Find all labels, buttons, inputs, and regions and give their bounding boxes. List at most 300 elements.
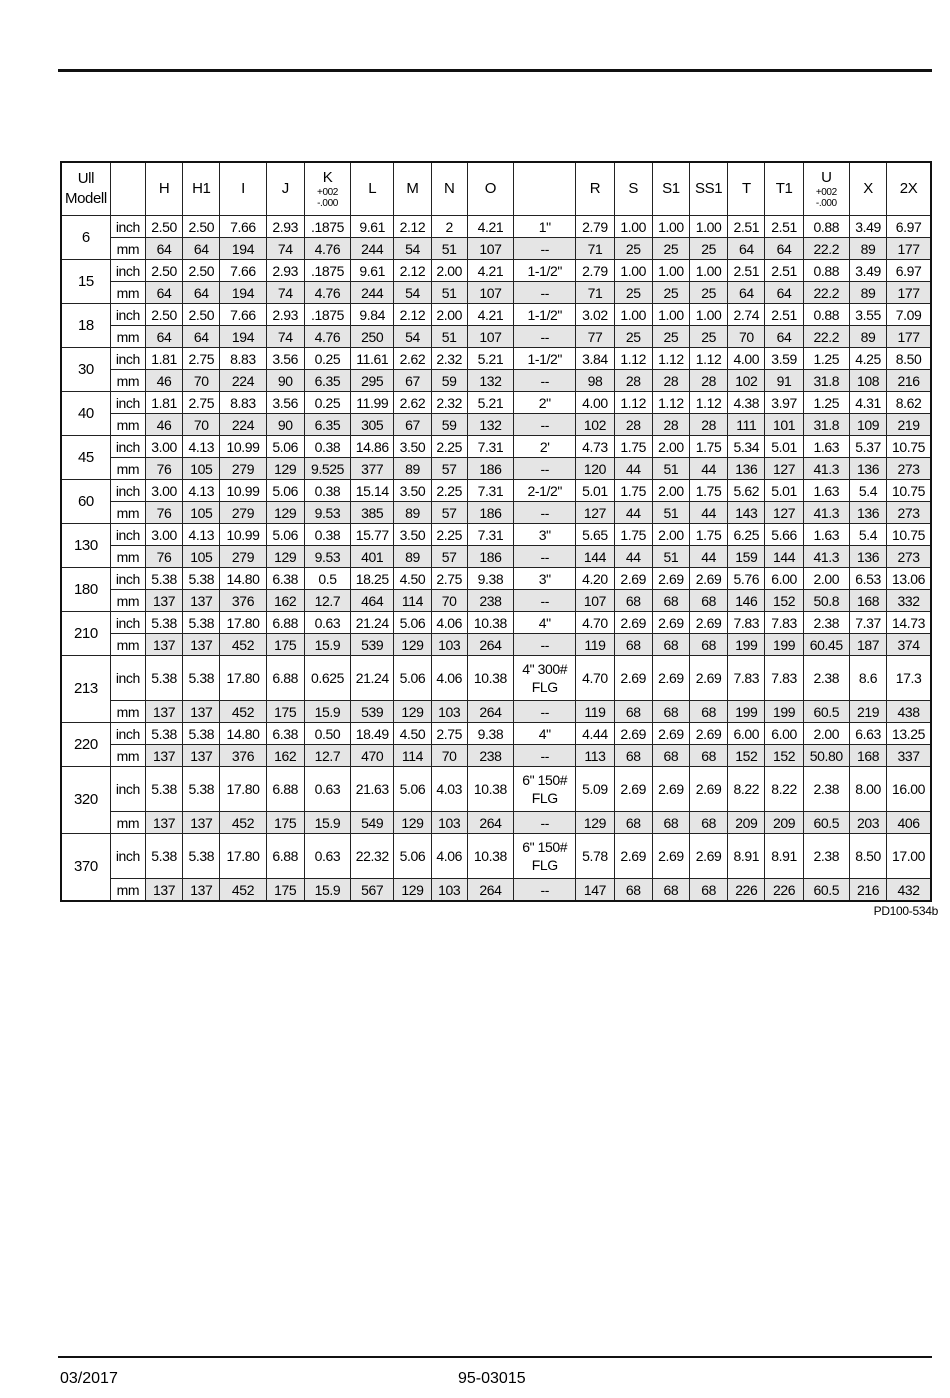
value-cell: 2.25: [431, 436, 467, 458]
value-cell: 219: [849, 701, 886, 723]
value-cell: 0.88: [803, 260, 849, 282]
col-header-S1: S1: [652, 162, 689, 216]
value-cell: 6.00: [765, 723, 803, 745]
value-cell: 3.84: [576, 348, 614, 370]
value-cell: 28: [614, 370, 652, 392]
value-cell: --: [514, 282, 576, 304]
value-cell: 3.02: [576, 304, 614, 326]
value-cell: 2.12: [394, 304, 431, 326]
value-cell: 8.62: [887, 392, 931, 414]
table-row-mm: [61, 634, 931, 656]
value-cell: 144: [576, 546, 614, 568]
value-cell: 2.69: [690, 723, 728, 745]
col-header-X: X: [849, 162, 886, 216]
value-cell: 4.03: [431, 767, 467, 812]
value-cell: 89: [849, 238, 886, 260]
table-row-mm: [61, 238, 931, 260]
table-row-mm: [61, 502, 931, 524]
value-cell: 2.51: [728, 260, 765, 282]
table-row-mm: [61, 812, 931, 834]
value-cell: 89: [394, 546, 431, 568]
value-cell: 68: [614, 745, 652, 767]
value-cell: 2': [514, 436, 576, 458]
value-cell: 71: [576, 238, 614, 260]
value-cell: 2.32: [431, 392, 467, 414]
value-cell: 51: [652, 458, 689, 480]
value-cell: 177: [887, 238, 931, 260]
value-cell: 2.00: [652, 524, 689, 546]
value-cell: 59: [431, 414, 467, 436]
value-cell: 1.12: [614, 348, 652, 370]
value-cell: 4.70: [576, 612, 614, 634]
value-cell: 68: [690, 745, 728, 767]
value-cell: 2.50: [145, 216, 182, 238]
value-cell: 70: [183, 414, 220, 436]
value-cell: --: [514, 590, 576, 612]
value-cell: 70: [728, 326, 765, 348]
value-cell: 4.06: [431, 612, 467, 634]
col-header-L: L: [351, 162, 394, 216]
unit-cell: inch: [110, 612, 145, 634]
value-cell: 7.83: [728, 612, 765, 634]
value-cell: 1.12: [652, 348, 689, 370]
table-row-inch: [61, 436, 931, 458]
value-cell: 64: [183, 238, 220, 260]
value-cell: 64: [183, 282, 220, 304]
value-cell: 1.75: [690, 524, 728, 546]
table-row-mm: [61, 590, 931, 612]
col-header-S: S: [614, 162, 652, 216]
unit-cell: mm: [110, 701, 145, 723]
value-cell: 264: [467, 812, 513, 834]
value-cell: 103: [431, 812, 467, 834]
unit-cell: inch: [110, 524, 145, 546]
value-cell: 264: [467, 701, 513, 723]
value-cell: 6.88: [266, 612, 304, 634]
value-cell: 129: [394, 879, 431, 902]
value-cell: 68: [652, 812, 689, 834]
value-cell: 60.45: [803, 634, 849, 656]
value-cell: 10.75: [887, 436, 931, 458]
value-cell: 264: [467, 879, 513, 902]
value-cell: 377: [351, 458, 394, 480]
value-cell: 5.06: [394, 656, 431, 701]
value-cell: 2.69: [690, 834, 728, 879]
value-cell: 4.00: [576, 392, 614, 414]
value-cell: 25: [690, 282, 728, 304]
value-cell: 108: [849, 370, 886, 392]
value-cell: 385: [351, 502, 394, 524]
value-cell: 1.00: [614, 304, 652, 326]
col-header-U-label: U: [821, 169, 832, 186]
value-cell: 175: [266, 701, 304, 723]
value-cell: 9.525: [304, 458, 350, 480]
value-cell: 102: [576, 414, 614, 436]
value-cell: 1.75: [614, 524, 652, 546]
value-cell: 16.00: [887, 767, 931, 812]
col-header-O: O: [467, 162, 513, 216]
unit-cell: mm: [110, 458, 145, 480]
value-cell: 51: [652, 546, 689, 568]
value-cell: 25: [614, 326, 652, 348]
value-cell: 438: [887, 701, 931, 723]
col-header-H1: H1: [183, 162, 220, 216]
value-cell: 162: [266, 590, 304, 612]
value-cell: 22.2: [803, 282, 849, 304]
value-cell: 177: [887, 282, 931, 304]
value-cell: 1.75: [690, 436, 728, 458]
unit-cell: mm: [110, 414, 145, 436]
value-cell: 2.69: [690, 612, 728, 634]
value-cell: 8.83: [220, 392, 266, 414]
value-cell: 5.4: [849, 524, 886, 546]
value-cell: 54: [394, 326, 431, 348]
value-cell: 28: [690, 370, 728, 392]
value-cell: 44: [614, 502, 652, 524]
value-cell: 177: [887, 326, 931, 348]
model-cell: 30: [61, 348, 110, 392]
value-cell: 374: [887, 634, 931, 656]
value-cell: 111: [728, 414, 765, 436]
value-cell: 107: [467, 282, 513, 304]
value-cell: 152: [765, 745, 803, 767]
value-cell: 119: [576, 701, 614, 723]
value-cell: 21.24: [351, 612, 394, 634]
value-cell: 6.88: [266, 656, 304, 701]
value-cell: 3.55: [849, 304, 886, 326]
value-cell: 4.76: [304, 238, 350, 260]
value-cell: 0.38: [304, 524, 350, 546]
value-cell: 68: [690, 812, 728, 834]
unit-cell: inch: [110, 480, 145, 502]
value-cell: 452: [220, 812, 266, 834]
table-row-mm: [61, 745, 931, 767]
value-cell: 238: [467, 745, 513, 767]
value-cell: 406: [887, 812, 931, 834]
value-cell: 244: [351, 238, 394, 260]
table-row-inch: [61, 260, 931, 282]
value-cell: 2.69: [614, 612, 652, 634]
col-header-H: H: [145, 162, 182, 216]
value-cell: 4.13: [183, 480, 220, 502]
model-cell: 180: [61, 568, 110, 612]
value-cell: --: [514, 812, 576, 834]
value-cell: 136: [849, 502, 886, 524]
value-cell: 4" 300# FLG: [514, 656, 576, 701]
value-cell: 68: [652, 634, 689, 656]
value-cell: 2.00: [652, 436, 689, 458]
table-body: [61, 216, 931, 902]
value-cell: 64: [765, 326, 803, 348]
value-cell: 2.51: [765, 216, 803, 238]
value-cell: 2.25: [431, 480, 467, 502]
value-cell: 137: [183, 879, 220, 902]
value-cell: 219: [887, 414, 931, 436]
value-cell: 129: [394, 812, 431, 834]
value-cell: 12.7: [304, 590, 350, 612]
unit-cell: mm: [110, 238, 145, 260]
value-cell: 4.21: [467, 216, 513, 238]
value-cell: 60.5: [803, 812, 849, 834]
value-cell: 209: [765, 812, 803, 834]
value-cell: 60.5: [803, 701, 849, 723]
value-cell: 12.7: [304, 745, 350, 767]
value-cell: 2.25: [431, 524, 467, 546]
value-cell: 186: [467, 458, 513, 480]
value-cell: 103: [431, 879, 467, 902]
value-cell: 64: [145, 282, 182, 304]
value-cell: 5.76: [728, 568, 765, 590]
value-cell: 60.5: [803, 879, 849, 902]
value-cell: 6.35: [304, 370, 350, 392]
value-cell: 1.12: [690, 348, 728, 370]
value-cell: 74: [266, 238, 304, 260]
value-cell: 5.66: [765, 524, 803, 546]
value-cell: 15.9: [304, 812, 350, 834]
value-cell: 28: [614, 414, 652, 436]
value-cell: 10.75: [887, 480, 931, 502]
value-cell: 0.88: [803, 304, 849, 326]
value-cell: 114: [394, 745, 431, 767]
figure-code-area: [60, 902, 938, 920]
model-cell: 320: [61, 767, 110, 834]
value-cell: 5.21: [467, 348, 513, 370]
value-cell: 31.8: [803, 370, 849, 392]
value-cell: 109: [849, 414, 886, 436]
value-cell: 2.00: [803, 723, 849, 745]
value-cell: 567: [351, 879, 394, 902]
value-cell: 2.38: [803, 656, 849, 701]
value-cell: 3.50: [394, 480, 431, 502]
value-cell: 2.38: [803, 834, 849, 879]
value-cell: 2.38: [803, 767, 849, 812]
unit-cell: mm: [110, 546, 145, 568]
value-cell: 203: [849, 812, 886, 834]
value-cell: 70: [431, 745, 467, 767]
model-cell: 220: [61, 723, 110, 767]
value-cell: 216: [887, 370, 931, 392]
value-cell: 1-1/2": [514, 304, 576, 326]
value-cell: 2.00: [652, 480, 689, 502]
value-cell: 9.61: [351, 216, 394, 238]
value-cell: 15.9: [304, 634, 350, 656]
value-cell: --: [514, 326, 576, 348]
value-cell: 6.00: [728, 723, 765, 745]
table-row-inch: [61, 480, 931, 502]
value-cell: 2.79: [576, 260, 614, 282]
value-cell: 224: [220, 414, 266, 436]
value-cell: 68: [614, 634, 652, 656]
value-cell: 143: [728, 502, 765, 524]
value-cell: 68: [690, 701, 728, 723]
unit-cell: inch: [110, 436, 145, 458]
unit-cell: inch: [110, 304, 145, 326]
value-cell: 137: [145, 812, 182, 834]
value-cell: 28: [690, 414, 728, 436]
value-cell: 2.75: [183, 348, 220, 370]
value-cell: 8.91: [765, 834, 803, 879]
value-cell: 11.99: [351, 392, 394, 414]
col-header-U: [803, 162, 849, 216]
value-cell: 1.81: [145, 348, 182, 370]
value-cell: 2.12: [394, 260, 431, 282]
value-cell: 452: [220, 701, 266, 723]
value-cell: 4.25: [849, 348, 886, 370]
value-cell: 0.88: [803, 216, 849, 238]
value-cell: 89: [394, 458, 431, 480]
value-cell: 376: [220, 590, 266, 612]
value-cell: 11.61: [351, 348, 394, 370]
value-cell: 105: [183, 502, 220, 524]
value-cell: 107: [467, 326, 513, 348]
value-cell: 159: [728, 546, 765, 568]
model-cell: 130: [61, 524, 110, 568]
value-cell: 3.49: [849, 216, 886, 238]
value-cell: 549: [351, 812, 394, 834]
value-cell: 168: [849, 745, 886, 767]
value-cell: 2: [431, 216, 467, 238]
value-cell: 129: [266, 546, 304, 568]
value-cell: 17.80: [220, 612, 266, 634]
value-cell: 5.34: [728, 436, 765, 458]
table-row-mm: [61, 282, 931, 304]
header-row: [61, 162, 931, 216]
value-cell: 1.12: [652, 392, 689, 414]
value-cell: 5.38: [145, 568, 182, 590]
value-cell: 194: [220, 238, 266, 260]
value-cell: 18.49: [351, 723, 394, 745]
table-row-inch: [61, 524, 931, 546]
value-cell: 71: [576, 282, 614, 304]
model-cell: 15: [61, 260, 110, 304]
value-cell: 2.50: [145, 304, 182, 326]
value-cell: 5.38: [145, 767, 182, 812]
value-cell: 2.00: [431, 304, 467, 326]
value-cell: 305: [351, 414, 394, 436]
value-cell: 25: [652, 282, 689, 304]
value-cell: 2.62: [394, 348, 431, 370]
col-header-M: M: [394, 162, 431, 216]
table-row-inch: [61, 392, 931, 414]
value-cell: 2.69: [614, 568, 652, 590]
value-cell: 376: [220, 745, 266, 767]
value-cell: 25: [614, 238, 652, 260]
value-cell: .1875: [304, 216, 350, 238]
value-cell: 6.35: [304, 414, 350, 436]
model-cell: 60: [61, 480, 110, 524]
value-cell: 17.00: [887, 834, 931, 879]
unit-cell: mm: [110, 326, 145, 348]
value-cell: 25: [652, 238, 689, 260]
value-cell: 273: [887, 502, 931, 524]
value-cell: 137: [183, 812, 220, 834]
value-cell: 5.78: [576, 834, 614, 879]
value-cell: 1.00: [652, 216, 689, 238]
value-cell: 129: [394, 634, 431, 656]
value-cell: 5.09: [576, 767, 614, 812]
col-header-I: I: [220, 162, 266, 216]
value-cell: 46: [145, 414, 182, 436]
value-cell: 7.31: [467, 480, 513, 502]
dimension-table: [60, 161, 932, 902]
value-cell: 70: [431, 590, 467, 612]
value-cell: 6.25: [728, 524, 765, 546]
value-cell: 2.69: [652, 612, 689, 634]
value-cell: 25: [690, 326, 728, 348]
value-cell: 4.50: [394, 568, 431, 590]
value-cell: 2.69: [652, 767, 689, 812]
col-header-unit: [110, 162, 145, 216]
value-cell: 264: [467, 634, 513, 656]
value-cell: 2.50: [183, 216, 220, 238]
value-cell: 295: [351, 370, 394, 392]
value-cell: 22.2: [803, 326, 849, 348]
value-cell: 432: [887, 879, 931, 902]
value-cell: 4.21: [467, 260, 513, 282]
value-cell: 137: [145, 701, 182, 723]
value-cell: 9.38: [467, 723, 513, 745]
value-cell: 1.00: [614, 216, 652, 238]
value-cell: 6.97: [887, 216, 931, 238]
value-cell: 8.6: [849, 656, 886, 701]
value-cell: 186: [467, 546, 513, 568]
value-cell: 2.32: [431, 348, 467, 370]
value-cell: 2.69: [652, 834, 689, 879]
value-cell: 175: [266, 634, 304, 656]
value-cell: 136: [849, 458, 886, 480]
model-cell: 6: [61, 216, 110, 260]
value-cell: 2.38: [803, 612, 849, 634]
value-cell: 127: [765, 458, 803, 480]
col-header-U-tol-minus: -.000: [815, 198, 837, 209]
value-cell: 5.06: [394, 612, 431, 634]
value-cell: 2-1/2": [514, 480, 576, 502]
value-cell: 186: [467, 502, 513, 524]
table-row-mm: [61, 458, 931, 480]
unit-cell: mm: [110, 502, 145, 524]
value-cell: 64: [145, 326, 182, 348]
value-cell: 2.50: [183, 304, 220, 326]
value-cell: 2.00: [803, 568, 849, 590]
value-cell: 273: [887, 546, 931, 568]
model-cell: 45: [61, 436, 110, 480]
value-cell: 5.01: [765, 436, 803, 458]
unit-cell: inch: [110, 348, 145, 370]
value-cell: 5.38: [145, 612, 182, 634]
unit-cell: inch: [110, 260, 145, 282]
value-cell: 4.70: [576, 656, 614, 701]
value-cell: 4": [514, 612, 576, 634]
col-header-SS1: SS1: [690, 162, 728, 216]
value-cell: 98: [576, 370, 614, 392]
table-row-inch: [61, 767, 931, 812]
col-header-R: R: [576, 162, 614, 216]
value-cell: 2.74: [728, 304, 765, 326]
model-cell: 210: [61, 612, 110, 656]
value-cell: 4.20: [576, 568, 614, 590]
value-cell: 136: [728, 458, 765, 480]
value-cell: 2.75: [183, 392, 220, 414]
value-cell: 401: [351, 546, 394, 568]
value-cell: 5.38: [183, 834, 220, 879]
table-row-mm: [61, 546, 931, 568]
value-cell: 137: [145, 634, 182, 656]
col-header-K-tol-plus: +002: [317, 187, 338, 198]
value-cell: 6.63: [849, 723, 886, 745]
value-cell: 10.38: [467, 767, 513, 812]
model-cell: 18: [61, 304, 110, 348]
value-cell: 68: [614, 701, 652, 723]
